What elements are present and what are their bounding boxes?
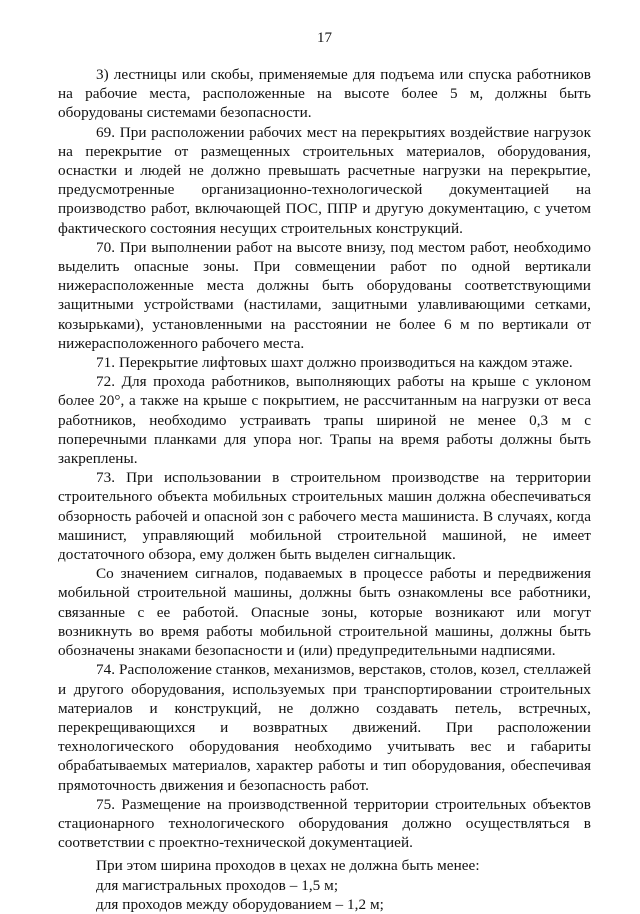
paragraph-74: 74. Расположение станков, механизмов, верстаков, столов, козел, стеллажей и другого оборудования, используемых при транспортировании строительных материалов и конструкций, не должно создавать петель, встречных, перекрещивающихся и возвратных движений. При расположении технологического оборудования необходимо учитывать вес и габариты обрабатываемых материалов, характер работы и тип оборудования, обеспечивая прямоточность движения и безопасность работ.: [58, 661, 591, 794]
list-item-main-passages: для магистральных проходов – 1,5 м;: [96, 876, 339, 894]
list-item-equipment-passages: для проходов между оборудованием – 1,2 м;: [96, 895, 384, 913]
document-page: [58, 28, 591, 914]
paragraph-passage-width-intro: При этом ширина проходов в цехах не должна быть менее:: [96, 857, 480, 875]
paragraph-72: 72. Для прохода работников, выполняющих работы на крыше с уклоном более 20°, а также на крыше с покрытием, не рассчитанным на нагрузки от веса работников, необходимо устраивать трапы шириной не менее 0,3 м с поперечными планками для упора ног. Трапы на время работы должны быть закреплены.: [58, 373, 591, 468]
paragraph-70: 70. При выполнении работ на высоте внизу, под местом работ, необходимо выделить опасные зоны. При совмещении работ по одной вертикали нижерасположенные места должны быть оборудованы соответствующими защитными устройствами (настилами, защитными улавливающими сетками, козырьками), установленными на расстоянии не более 6 м по вертикали от нижерасположенного рабочего места.: [58, 238, 591, 352]
paragraph-69: 69. При расположении рабочих мест на перекрытиях воздействие нагрузок на перекрытие от размещенных строительных материалов, оборудования, оснастки и людей не должно превышать расчетные нагрузки на перекрытие, предусмотренные организационно-технологической документацией на производство работ, включающей ПОС, ППР и другую документацию, с учетом фактического состояния несущих строительных конструкций.: [58, 123, 591, 237]
paragraph-73-continued: Со значением сигналов, подаваемых в процессе работы и передвижения мобильной строительной машины, должны быть ознакомлены все работники, связанные с ее работой. Опасные зоны, которые возникают или могут возникнуть во время работы мобильной строительной машины, должны быть обозначены знаками безопасности и (или) предупредительными надписями.: [58, 565, 591, 660]
paragraph-71: 71. Перекрытие лифтовых шахт должно производиться на каждом этаже.: [96, 354, 573, 372]
page-number: 17: [317, 30, 332, 46]
paragraph-item-3: 3) лестницы или скобы, применяемые для подъема или спуска работников на рабочие места, расположенные на высоте более 5 м, должны быть оборудованы системами безопасности.: [58, 66, 591, 122]
paragraph-73: 73. При использовании в строительном производстве на территории строительного объекта мобильных строительных машин должна обеспечиваться обзорность рабочей и опасной зон с рабочего места машиниста. В случаях, когда машинист, управляющий мобильной строительной машиной, не имеет достаточного обзора, ему должен быть выделен сигнальщик.: [58, 469, 591, 564]
paragraph-75: 75. Размещение на производственной территории строительных объектов стационарного технологического оборудования должно осуществляться в соответствии с проектно-технической документацией.: [58, 795, 591, 852]
